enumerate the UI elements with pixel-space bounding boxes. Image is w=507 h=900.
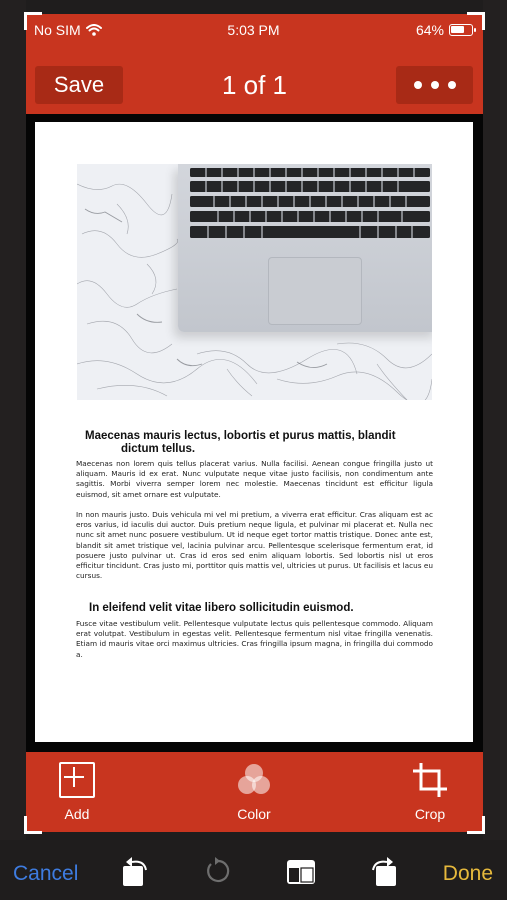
cancel-button[interactable]: Cancel (13, 862, 79, 885)
heading-1-line-1: Maecenas mauris lectus, lobortis et purus mattis, blandit (85, 430, 396, 442)
battery-icon (449, 24, 473, 36)
laptop-image (178, 164, 432, 332)
color-button[interactable] (214, 760, 294, 822)
crop-button[interactable] (390, 760, 470, 822)
battery (416, 22, 473, 38)
add-icon-wrap (57, 760, 97, 800)
nav-bar (26, 58, 483, 114)
crop-icon (410, 760, 450, 800)
document-heading-2: In eleifend velit vitae libero sollicitudin euismod. (89, 602, 354, 614)
bottom-bar (0, 840, 507, 900)
ellipsis-dot (431, 81, 439, 89)
done-button[interactable]: Done (442, 862, 493, 885)
more-button[interactable] (396, 66, 473, 104)
trackpad (268, 257, 362, 325)
add-icon (59, 762, 95, 798)
rotate-left-icon[interactable] (118, 854, 152, 888)
page-indicator: 1 of 1 (221, 70, 288, 100)
ellipsis-icon (414, 81, 422, 89)
keyboard (190, 166, 432, 248)
clock: 5:03 PM (227, 22, 280, 38)
scanned-page (35, 122, 473, 742)
left-backdrop (0, 0, 26, 840)
color-icon (234, 760, 274, 800)
add-label: Add (64, 806, 90, 822)
paragraph-1: Maecenas non lorem quis tellus placerat varius. Nulla facilisi. Aenean congue fringilla justo ut aliquam. Mauris id ex erat. Nunc vulputate neque vitae justo facilisis, non condimentum ante sagittis. Morbi viverra semper lorem nec molestie. Maecenas tincidunt est efficitur ligula euismod, sit amet ornare est vulputate. (76, 459, 433, 499)
rotate-right-icon[interactable] (367, 854, 401, 888)
right-backdrop (483, 0, 507, 840)
heading-1-line-2: dictum tellus. (121, 443, 196, 455)
add-button[interactable] (37, 760, 117, 822)
status-bar (34, 20, 473, 40)
battery-percent: 64% (415, 22, 444, 38)
save-button[interactable]: Save (35, 66, 123, 104)
edit-toolbar (26, 752, 483, 832)
color-label: Color (237, 806, 271, 822)
undo-icon[interactable] (201, 854, 235, 888)
ellipsis-dot (448, 81, 456, 89)
crop-label: Crop (414, 806, 446, 822)
filter-icon[interactable] (284, 854, 318, 888)
carrier-label: No SIM (34, 22, 81, 38)
document-heading-1 (85, 430, 415, 456)
paragraph-3: Fusce vitae vestibulum velit. Pellentesque vulputate lectus quis pellentesque commodo. Aliquam erat volutpat. Vestibulum in egestas velit. Pellentesque fermentum nisl vitae fringilla venenatis. Etiam id mauris vitae orci maximus ultricies. Cras fringilla ipsum magna, in fringilla dui commodo a. (76, 619, 433, 659)
document-photo (77, 164, 432, 400)
paragraph-2: In non mauris justo. Duis vehicula mi vel mi pretium, a viverra erat efficitur. Cras aliquam est ac eros varius, id iaculis dui auctor. Duis pretium neque ligula, et pulvinar mi placerat et. Nulla nec nunc sit amet nunc posuere vestibulum. Ut id neque eget tortor mattis tristique. Donec ante est, blandit sit amet tristique vel, lacinia pulvinar arcu. Pellentesque scelerisque fermentum erat, id posuere justo pulvinar ut. Cras id eros sed enim aliquam lobortis. Sed lobortis nisl ut eros efficitur tincidunt. Cras justo mi, porttitor quis mattis vel, ultricies ut purus. Ut facilisis et lacus eu cursus. (76, 510, 433, 581)
